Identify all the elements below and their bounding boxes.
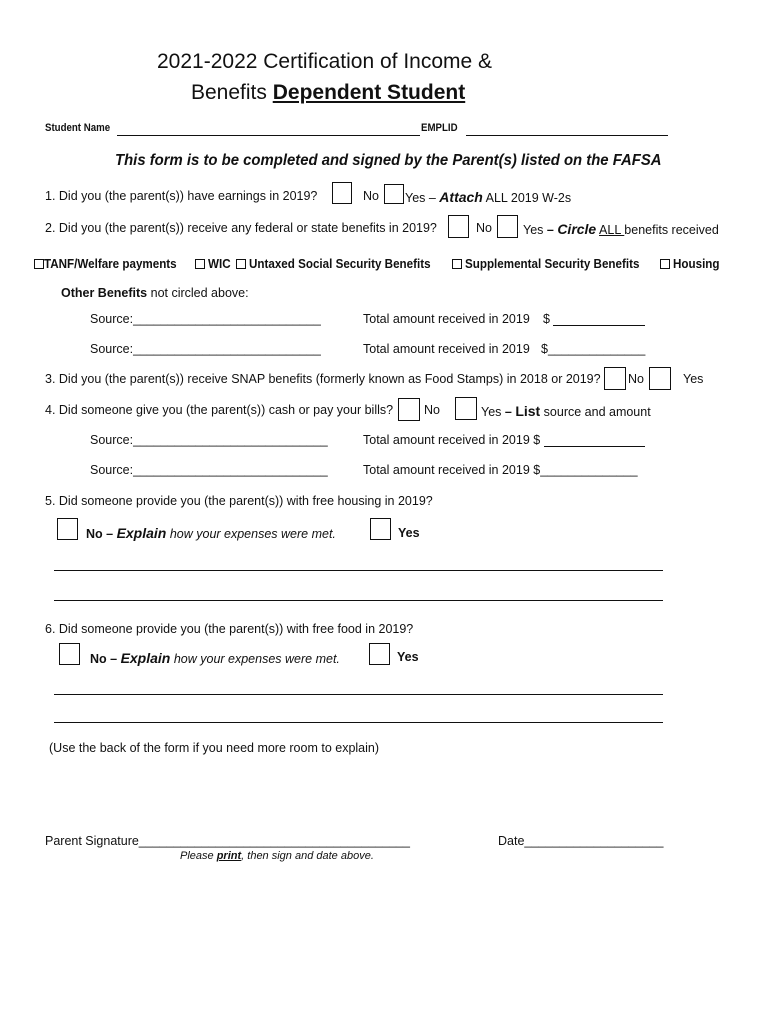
benefit-housing-checkbox[interactable] — [660, 259, 670, 269]
q5-explain-line-1[interactable] — [54, 570, 663, 571]
form-title-emphasis: Dependent Student — [272, 81, 466, 104]
parent-signature-field[interactable]: Parent Signature_______________________________________ — [45, 834, 410, 848]
q5-text: 5. Did someone provide you (the parent(s)) with free housing in 2019? — [45, 494, 433, 508]
q4-amount-1-field[interactable] — [544, 446, 645, 447]
q2-source-2[interactable]: Source:___________________________ — [90, 342, 321, 356]
q3-yes-checkbox[interactable] — [649, 367, 671, 390]
benefit-ssb-checkbox[interactable] — [452, 259, 462, 269]
q1-yes-checkbox[interactable] — [384, 184, 404, 204]
emplid-label: EMPLID — [421, 122, 458, 134]
q4-amount-2-field[interactable]: Total amount received in 2019 $______________ — [363, 463, 638, 477]
q2-no-checkbox[interactable] — [448, 215, 469, 238]
form-title-line1: 2021-2022 Certification of Income & — [157, 50, 493, 73]
q3-no-checkbox[interactable] — [604, 367, 626, 390]
q2-amount-1-label: Total amount received in 2019 — [363, 312, 530, 326]
form-instruction: This form is to be completed and signed by the Parent(s) listed on the FAFSA — [115, 152, 662, 169]
q5-explain-line-2[interactable] — [54, 600, 663, 601]
benefit-tanf-label: TANF/Welfare payments — [44, 257, 177, 271]
form-title-line2 — [191, 81, 465, 105]
form-title-prefix: Benefits — [191, 81, 273, 104]
q2-amount-1-field[interactable] — [553, 325, 645, 326]
q2-text: 2. Did you (the parent(s)) receive any federal or state benefits in 2019? — [45, 221, 437, 235]
q1-text: 1. Did you (the parent(s)) have earnings in 2019? — [45, 189, 318, 203]
benefit-wic-checkbox[interactable] — [195, 259, 205, 269]
q6-no-checkbox[interactable] — [59, 643, 80, 665]
q3-yes-label: Yes — [683, 372, 704, 386]
signature-note: Please print, then sign and date above. — [180, 850, 374, 862]
q6-yes-checkbox[interactable] — [369, 643, 390, 665]
q4-yes-label: Yes – List source and amount — [481, 403, 651, 419]
benefit-untaxed-ss-checkbox[interactable] — [236, 259, 246, 269]
emplid-field[interactable] — [466, 135, 668, 136]
q2-no-label: No — [476, 221, 492, 235]
other-benefits-label: Other Benefits not circled above: — [61, 286, 249, 300]
q4-amount-1-label: Total amount received in 2019 $ — [363, 433, 541, 447]
benefit-housing-label: Housing — [673, 257, 720, 271]
q1-yes-label: Yes – Attach ALL 2019 W-2s — [405, 189, 572, 205]
student-name-field[interactable] — [117, 135, 420, 136]
q2-yes-checkbox[interactable] — [497, 215, 518, 238]
q4-source-1[interactable]: Source:____________________________ — [90, 433, 328, 447]
q1-no-checkbox[interactable] — [332, 182, 352, 204]
q6-text: 6. Did someone provide you (the parent(s)) with free food in 2019? — [45, 622, 414, 636]
q4-source-2[interactable]: Source:____________________________ — [90, 463, 328, 477]
q5-no-checkbox[interactable] — [57, 518, 78, 540]
q5-no-label: No – Explain how your expenses were met. — [86, 525, 336, 541]
q4-no-label: No — [424, 403, 440, 417]
date-field[interactable]: Date____________________ — [498, 834, 664, 848]
student-name-label: Student Name — [45, 122, 111, 134]
q3-text: 3. Did you (the parent(s)) receive SNAP benefits (formerly known as Food Stamps) in 2018 or 2019? — [45, 372, 601, 386]
q6-explain-line-1[interactable] — [54, 694, 663, 695]
q6-no-label: No – Explain how your expenses were met. — [90, 650, 340, 666]
q3-no-label: No — [628, 372, 644, 386]
q2-amount-2-label: Total amount received in 2019 — [363, 342, 530, 356]
q5-yes-checkbox[interactable] — [370, 518, 391, 540]
benefit-tanf-checkbox[interactable] — [34, 259, 44, 269]
benefit-untaxed-ss-label: Untaxed Social Security Benefits — [249, 257, 431, 271]
q2-amount-1-currency: $ — [543, 312, 550, 326]
q2-source-1[interactable]: Source:___________________________ — [90, 312, 321, 326]
q2-amount-2-field[interactable]: $______________ — [541, 342, 646, 356]
q4-yes-checkbox[interactable] — [455, 397, 477, 420]
q6-explain-line-2[interactable] — [54, 722, 663, 723]
q2-yes-label: Yes – Circle ALL benefits received — [523, 221, 719, 237]
q4-no-checkbox[interactable] — [398, 398, 420, 421]
q6-yes-label: Yes — [397, 650, 419, 664]
benefit-ssb-label: Supplemental Security Benefits — [465, 257, 640, 271]
q4-text: 4. Did someone give you (the parent(s)) cash or pay your bills? — [45, 403, 394, 417]
benefit-wic-label: WIC — [208, 257, 231, 271]
q1-no-label: No — [363, 189, 379, 203]
q5-yes-label: Yes — [398, 526, 420, 540]
back-of-form-note: (Use the back of the form if you need more room to explain) — [49, 741, 380, 755]
